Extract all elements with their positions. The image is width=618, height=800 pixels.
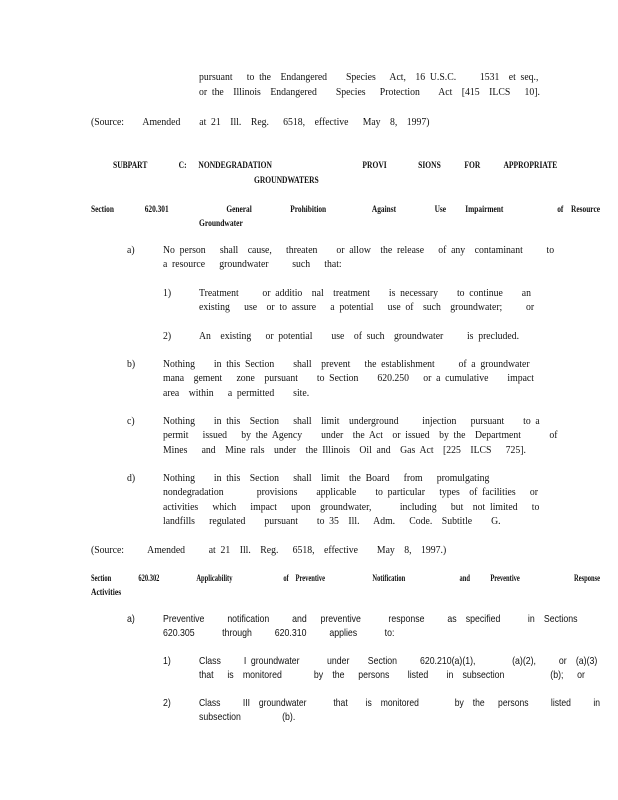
item-label: c) — [127, 416, 135, 427]
paragraph-line: Mines and Mine rals under the Illinois Oil and Gas Act [225 ILCS 725]. — [163, 445, 526, 456]
paragraph-line: Nothing in this Section shall prevent the establishment of a groundwater — [163, 359, 530, 370]
paragraph-line: Nothing in this Section shall limit underground injection pursuant to a — [163, 416, 540, 427]
paragraph-line: that is monitored by the persons listed in subsection (b); or — [199, 670, 585, 681]
item-label: b) — [127, 359, 136, 370]
paragraph-line: subsection (b). — [199, 712, 296, 723]
section-heading: Section 620.302 Applicability of Preventive Notification and Preventive Response — [91, 573, 600, 583]
section-heading-cont: Activities — [91, 587, 122, 597]
item-label: a) — [127, 614, 135, 625]
paragraph-line: Nothing in this Section shall limit the Board from promulgating — [163, 473, 490, 484]
paragraph-line: mana gement zone pursuant to Section 620.250 or a cumulative impact — [163, 373, 534, 384]
paragraph-line: area within a permitted site. — [163, 388, 310, 399]
item-label: d) — [127, 473, 136, 484]
paragraph-line: permit issued by the Agency under the Act or issued by the Department of — [163, 430, 558, 441]
paragraph-line: nondegradation provisions applicable to particular types of facilities or — [163, 487, 538, 498]
paragraph-line: Class III groundwater that is monitored by the persons listed in — [199, 698, 600, 709]
subpart-heading-cont: GROUNDWATERS — [254, 175, 319, 185]
paragraph-line: a resource groundwater such that: — [163, 259, 342, 270]
section-heading: Section 620.301 General Prohibition Against Use Impairment of Resource — [91, 204, 600, 214]
item-label: 1) — [163, 656, 171, 667]
source-note: (Source: Amended at 21 Ill. Reg. 6518, effective May 8, 1997) — [91, 117, 430, 128]
paragraph-line: An existing or potential use of such groundwater is precluded. — [199, 331, 520, 342]
source-note: (Source: Amended at 21 Ill. Reg. 6518, effective May 8, 1997.) — [91, 545, 447, 556]
item-label: a) — [127, 245, 135, 256]
item-label: 1) — [163, 288, 172, 299]
paragraph-line: landfills regulated pursuant to 35 Ill. Adm. Code. Subtitle G. — [163, 516, 501, 527]
paragraph-line: 620.305 through 620.310 applies to: — [163, 628, 395, 639]
paragraph-line: Treatment or additio nal treatment is necessary to continue an — [199, 288, 532, 299]
item-label: 2) — [163, 331, 172, 342]
section-heading-cont: Groundwater — [199, 218, 243, 228]
subpart-heading: SUBPART C: NONDEGRADATION PROVI SIONS FOR APPROPRIATE — [113, 160, 558, 170]
item-label: 2) — [163, 698, 171, 709]
paragraph-line: activities which impact upon groundwater, including but not limited to — [163, 502, 540, 513]
paragraph-line: existing use or to assure a potential use of such groundwater; or — [199, 302, 535, 313]
paragraph-line: Preventive notification and preventive response as specified in Sections — [163, 614, 578, 625]
continuation-line: pursuant to the Endangered Species Act, 16 U.S.C. 1531 et seq., — [199, 72, 539, 83]
paragraph-line: Class I groundwater under Section 620.210(a)(1), (a)(2), or (a)(3) — [199, 656, 598, 667]
continuation-line: or the Illinois Endangered Species Protection Act [415 ILCS 10]. — [199, 87, 540, 98]
paragraph-line: No person shall cause, threaten or allow the release of any contaminant to — [163, 245, 555, 256]
